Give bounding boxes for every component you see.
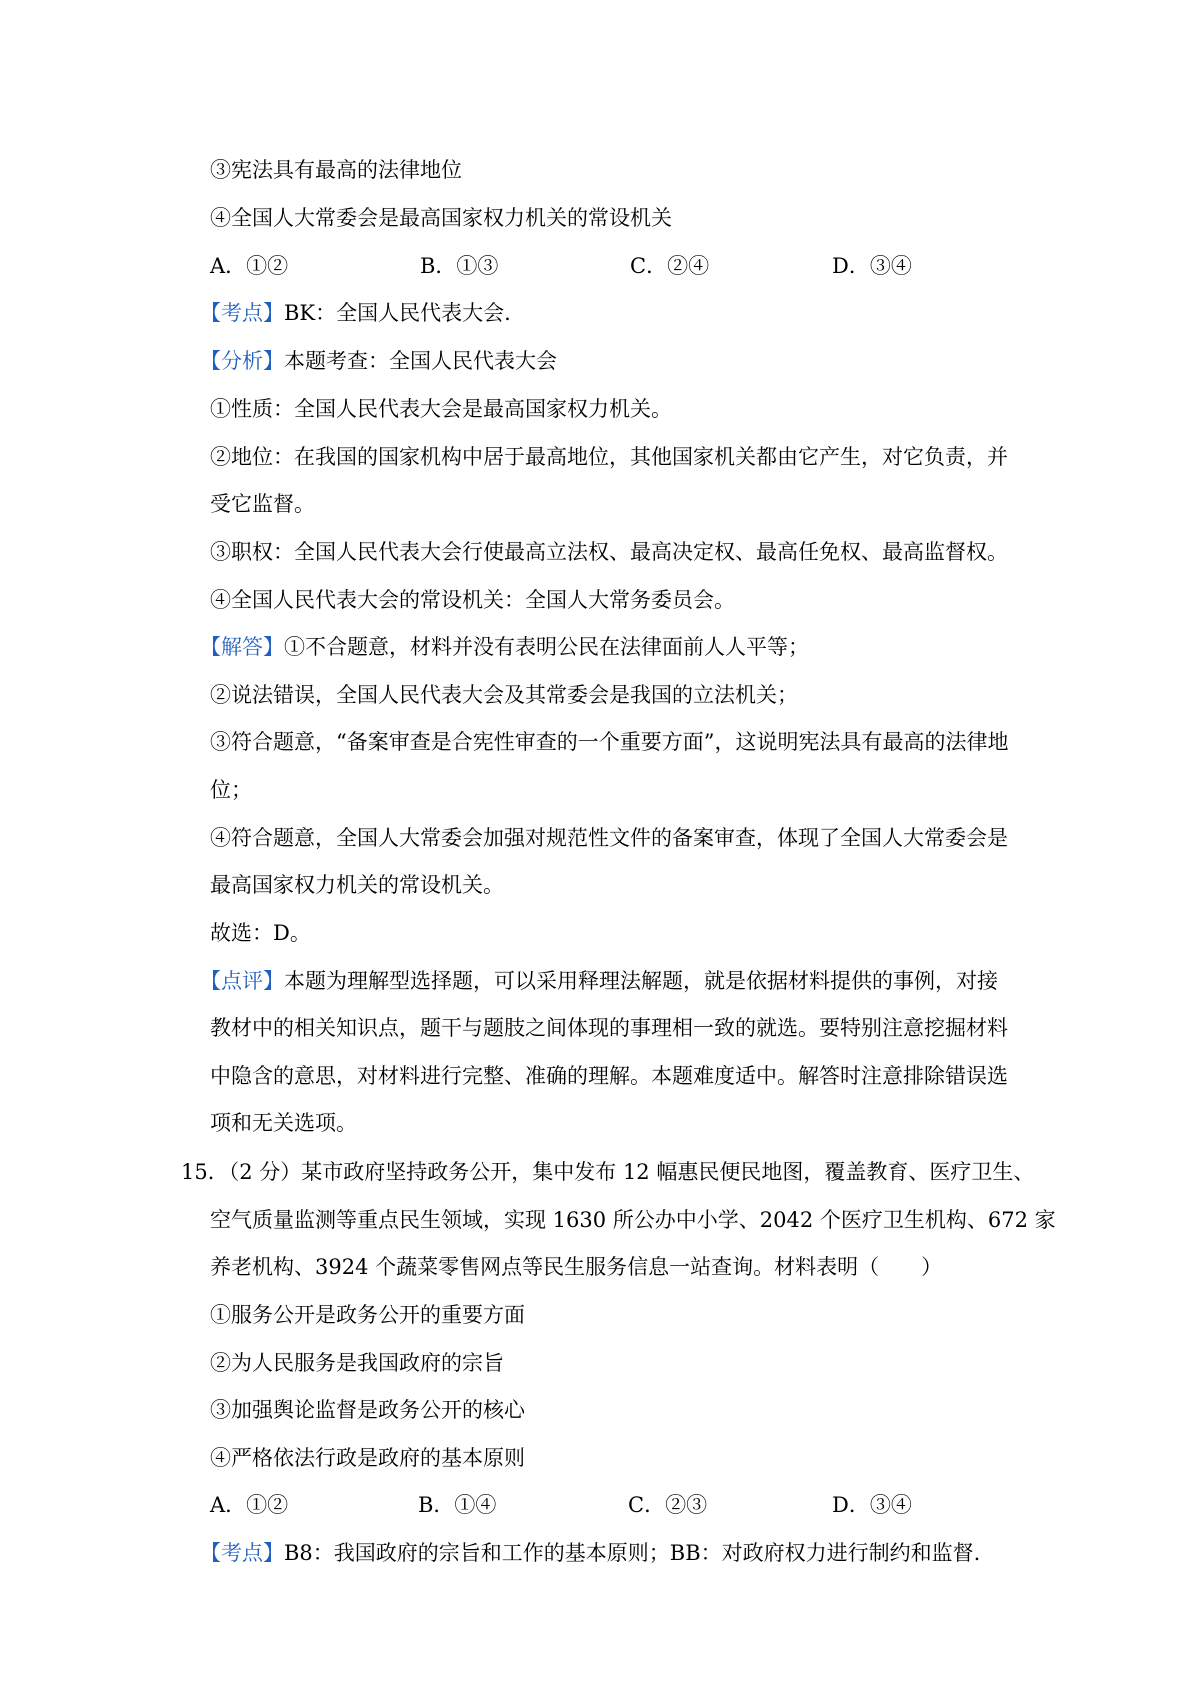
q15-option-d: D．③④ [832, 1493, 912, 1517]
q15-stem [181, 1157, 1034, 1187]
dianping-label: 【点评】 [200, 969, 284, 993]
q14-dianping [200, 966, 998, 996]
dianping-line: 项和无关选项。 [210, 1111, 357, 1135]
fenxi-line: ②地位：在我国的国家机构中居于最高地位，其他国家机关都由它产生，对它负责，并 [210, 445, 1008, 469]
q14-option-a: A．①② [210, 254, 289, 278]
q15-option-c: C．②③ [628, 1493, 708, 1517]
fenxi-line: ①性质：全国人民代表大会是最高国家权力机关。 [210, 397, 672, 421]
kaodian-text: BK：全国人民代表大会. [284, 301, 511, 325]
q14-option-d: D．③④ [832, 254, 912, 278]
kaodian-label: 【考点】 [200, 1541, 284, 1565]
q15-number: 15． [181, 1160, 229, 1184]
jieda-line: ④符合题意，全国人大常委会加强对规范性文件的备案审查，体现了全国人大常委会是 [210, 826, 1008, 850]
fenxi-line: ④全国人民代表大会的常设机关：全国人大常务委员会。 [210, 588, 735, 612]
kaodian-label: 【考点】 [200, 301, 284, 325]
q15-stem-line: 养老机构、3924 个蔬菜零售网点等民生服务信息一站查询。材料表明（ ） [210, 1255, 943, 1279]
q14-kaodian [200, 298, 511, 328]
jieda-conclusion: 故选：D。 [210, 921, 311, 945]
q14-statement-3: ③宪法具有最高的法律地位 [210, 158, 462, 182]
dianping-line: 教材中的相关知识点，题干与题肢之间体现的事理相一致的就选。要特别注意挖掘材料 [210, 1016, 1008, 1040]
jieda-line: 最高国家权力机关的常设机关。 [210, 873, 504, 897]
jieda-line: ②说法错误，全国人民代表大会及其常委会是我国的立法机关； [210, 683, 798, 707]
q14-option-b: B．①③ [420, 254, 499, 278]
kaodian-text: B8：我国政府的宗旨和工作的基本原则；BB：对政府权力进行制约和监督. [284, 1541, 981, 1565]
q15-statement-3: ③加强舆论监督是政务公开的核心 [210, 1398, 525, 1422]
q14-jieda [200, 632, 809, 662]
q15-stem-line: 空气质量监测等重点民生领域，实现 1630 所公办中小学、2042 个医疗卫生机构、672 家 [210, 1208, 1056, 1232]
dianping-text: 本题为理解型选择题，可以采用释理法解题，就是依据材料提供的事例，对接 [284, 969, 998, 993]
q15-statement-2: ②为人民服务是我国政府的宗旨 [210, 1351, 504, 1375]
q15-statement-4: ④严格依法行政是政府的基本原则 [210, 1446, 525, 1470]
jieda-label: 【解答】 [200, 635, 284, 659]
jieda-line: 位； [210, 778, 252, 802]
q14-option-c: C．②④ [630, 254, 710, 278]
fenxi-text: 本题考查：全国人民代表大会 [284, 349, 557, 373]
q14-statement-4: ④全国人大常委会是最高国家权力机关的常设机关 [210, 206, 672, 230]
fenxi-line: 受它监督。 [210, 492, 315, 516]
dianping-line: 中隐含的意思，对材料进行完整、准确的理解。本题难度适中。解答时注意排除错误选 [210, 1064, 1008, 1088]
jieda-text: ①不合题意，材料并没有表明公民在法律面前人人平等； [284, 635, 809, 659]
q15-statement-1: ①服务公开是政务公开的重要方面 [210, 1303, 525, 1327]
q15-option-a: A．①② [210, 1493, 289, 1517]
q15-option-b: B．①④ [418, 1493, 497, 1517]
jieda-line: ③符合题意，“备案审查是合宪性审查的一个重要方面”，这说明宪法具有最高的法律地 [210, 730, 1009, 754]
q14-fenxi [200, 346, 557, 376]
fenxi-label: 【分析】 [200, 349, 284, 373]
q15-stem-line: （2 分）某市政府坚持政务公开，集中发布 12 幅惠民便民地图，覆盖教育、医疗卫生、 [228, 1160, 1035, 1184]
q15-kaodian [200, 1538, 980, 1568]
fenxi-line: ③职权：全国人民代表大会行使最高立法权、最高决定权、最高任免权、最高监督权。 [210, 540, 1008, 564]
